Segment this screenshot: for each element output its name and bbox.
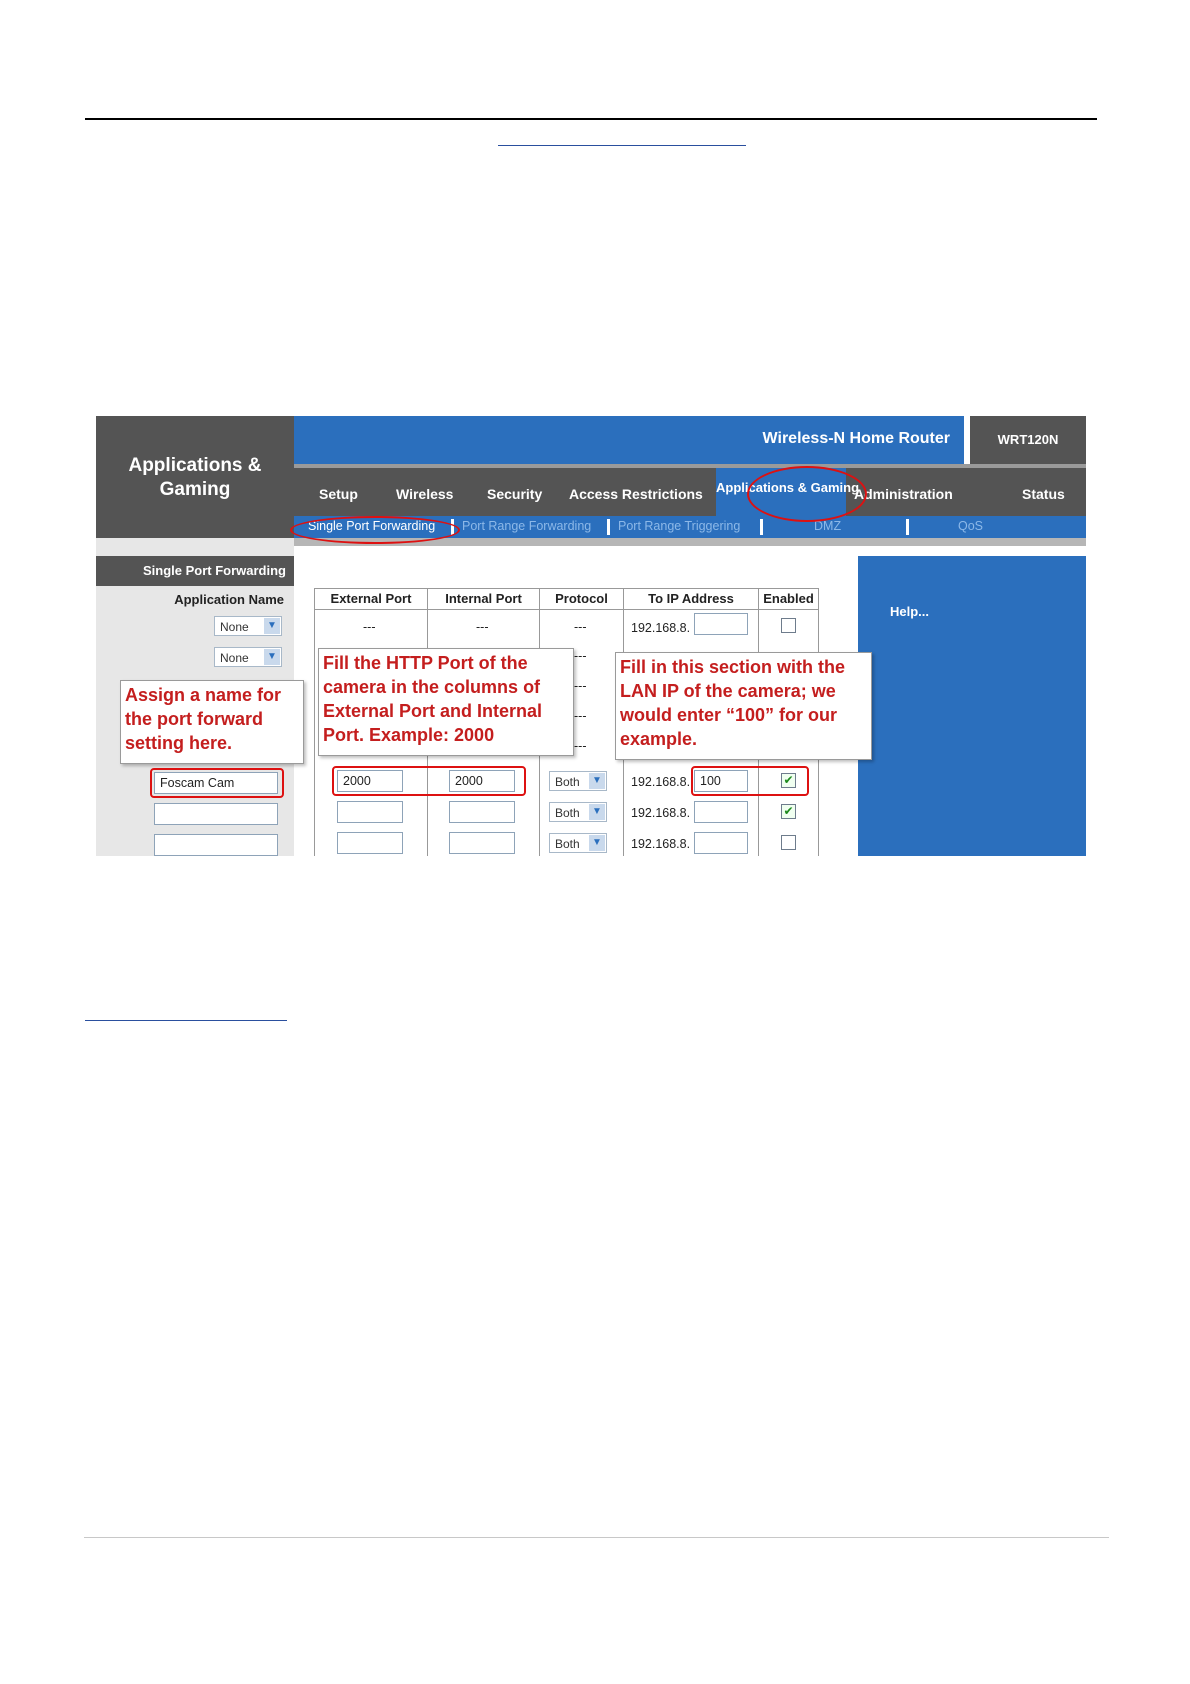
subtab-port-range-forwarding[interactable]: Port Range Forwarding xyxy=(462,519,592,533)
help-panel xyxy=(858,556,1086,856)
application-select[interactable] xyxy=(214,616,282,636)
column-header-enabled: Enabled xyxy=(759,588,819,610)
column-header-internal-port: Internal Port xyxy=(428,588,540,610)
protocol-value: --- xyxy=(574,649,587,663)
protocol-select[interactable] xyxy=(549,771,607,791)
callout-ip: Fill in this section with the LAN IP of the camera; we would enter “100” for our example. xyxy=(615,652,872,760)
external-port-input[interactable]: 2000 xyxy=(337,770,403,792)
application-select-value: None xyxy=(220,651,249,665)
check-icon: ✔ xyxy=(783,804,794,818)
ip-prefix: 192.168.8. xyxy=(631,775,691,789)
column-header-ip-address: To IP Address xyxy=(624,588,759,610)
application-select-value: None xyxy=(220,620,249,634)
enabled-checkbox[interactable] xyxy=(781,835,796,850)
product-name: Wireless-N Home Router xyxy=(762,430,950,447)
ip-suffix-input[interactable] xyxy=(694,801,748,823)
internal-port-value: --- xyxy=(476,620,489,634)
page-title: Applications & Gaming xyxy=(128,455,262,500)
application-name-label: Application Name xyxy=(174,592,284,607)
subtab-separator xyxy=(906,519,909,535)
callout-port: Fill the HTTP Port of the camera in the columns of External Port and Internal Port. Example: 2000 xyxy=(318,648,574,756)
section-label: Single Port Forwarding xyxy=(96,556,294,586)
protocol-select-value: Both xyxy=(555,775,580,789)
tab-setup[interactable]: Setup xyxy=(319,486,358,502)
tab-status[interactable]: Status xyxy=(1022,486,1065,502)
enabled-checkbox[interactable] xyxy=(781,804,796,819)
ip-suffix-input[interactable] xyxy=(694,832,748,854)
tab-access-restrictions[interactable]: Access Restrictions xyxy=(569,486,703,502)
protocol-value: --- xyxy=(574,739,587,753)
tab-security[interactable]: Security xyxy=(487,486,543,502)
protocol-select[interactable] xyxy=(549,802,607,822)
tab-applications-gaming[interactable]: Applications & Gaming xyxy=(716,468,846,516)
ip-prefix: 192.168.8. xyxy=(631,806,691,820)
ip-suffix-input[interactable] xyxy=(694,613,748,635)
external-port-value: --- xyxy=(363,620,376,634)
highlight-name-input xyxy=(150,768,284,798)
help-link[interactable]: Help... xyxy=(890,604,930,619)
protocol-value: --- xyxy=(574,679,587,693)
highlight-active-subtab xyxy=(290,516,460,544)
external-port-input[interactable] xyxy=(337,832,403,854)
protocol-select-value: Both xyxy=(555,837,580,851)
chevron-down-icon: ▼ xyxy=(589,804,605,820)
protocol-value: --- xyxy=(574,620,587,634)
page-header xyxy=(96,416,294,538)
internal-port-input[interactable]: 2000 xyxy=(449,770,515,792)
main-nav xyxy=(294,468,1086,516)
chevron-down-icon: ▼ xyxy=(264,618,280,634)
footer-rule xyxy=(84,1537,1109,1538)
product-bar xyxy=(294,416,964,464)
subtab-port-range-triggering[interactable]: Port Range Triggering xyxy=(618,519,741,533)
chevron-down-icon: ▼ xyxy=(589,835,605,851)
callout-name: Assign a name for the port forward setting here. xyxy=(120,680,304,764)
application-name-input[interactable] xyxy=(154,834,278,856)
application-name-input[interactable] xyxy=(154,803,278,825)
subtab-separator xyxy=(607,519,610,535)
internal-port-input[interactable] xyxy=(449,832,515,854)
chevron-down-icon: ▼ xyxy=(264,649,280,665)
subtab-single-port-forwarding[interactable]: Single Port Forwarding xyxy=(308,519,436,533)
ip-suffix-input[interactable]: 100 xyxy=(694,770,748,792)
subtab-separator xyxy=(760,519,763,535)
check-icon: ✔ xyxy=(783,773,794,787)
protocol-select[interactable] xyxy=(549,833,607,853)
application-select[interactable] xyxy=(214,647,282,667)
highlight-port-inputs xyxy=(332,766,526,796)
internal-port-input[interactable] xyxy=(449,801,515,823)
section-underline xyxy=(85,1020,287,1021)
highlight-active-tab xyxy=(747,466,867,522)
tab-wireless[interactable]: Wireless xyxy=(396,486,454,502)
top-rule xyxy=(85,118,1097,120)
hyperlink-underline[interactable] xyxy=(498,145,746,146)
external-port-input[interactable] xyxy=(337,801,403,823)
model-label: WRT120N xyxy=(970,416,1086,464)
highlight-ip-enabled xyxy=(691,766,809,796)
subtab-dmz[interactable]: DMZ xyxy=(814,519,842,533)
router-screenshot xyxy=(96,416,1086,856)
column-header-protocol: Protocol xyxy=(540,588,624,610)
column-header-external-port: External Port xyxy=(315,588,428,610)
enabled-checkbox[interactable] xyxy=(781,618,796,633)
application-name-input[interactable]: Foscam Cam xyxy=(154,772,278,794)
chevron-down-icon: ▼ xyxy=(589,773,605,789)
protocol-select-value: Both xyxy=(555,806,580,820)
protocol-value: --- xyxy=(574,709,587,723)
ip-prefix: 192.168.8. xyxy=(631,837,691,851)
ip-prefix: 192.168.8. xyxy=(631,621,691,635)
tab-administration[interactable]: Administration xyxy=(854,486,953,502)
subtab-qos[interactable]: QoS xyxy=(958,519,984,533)
